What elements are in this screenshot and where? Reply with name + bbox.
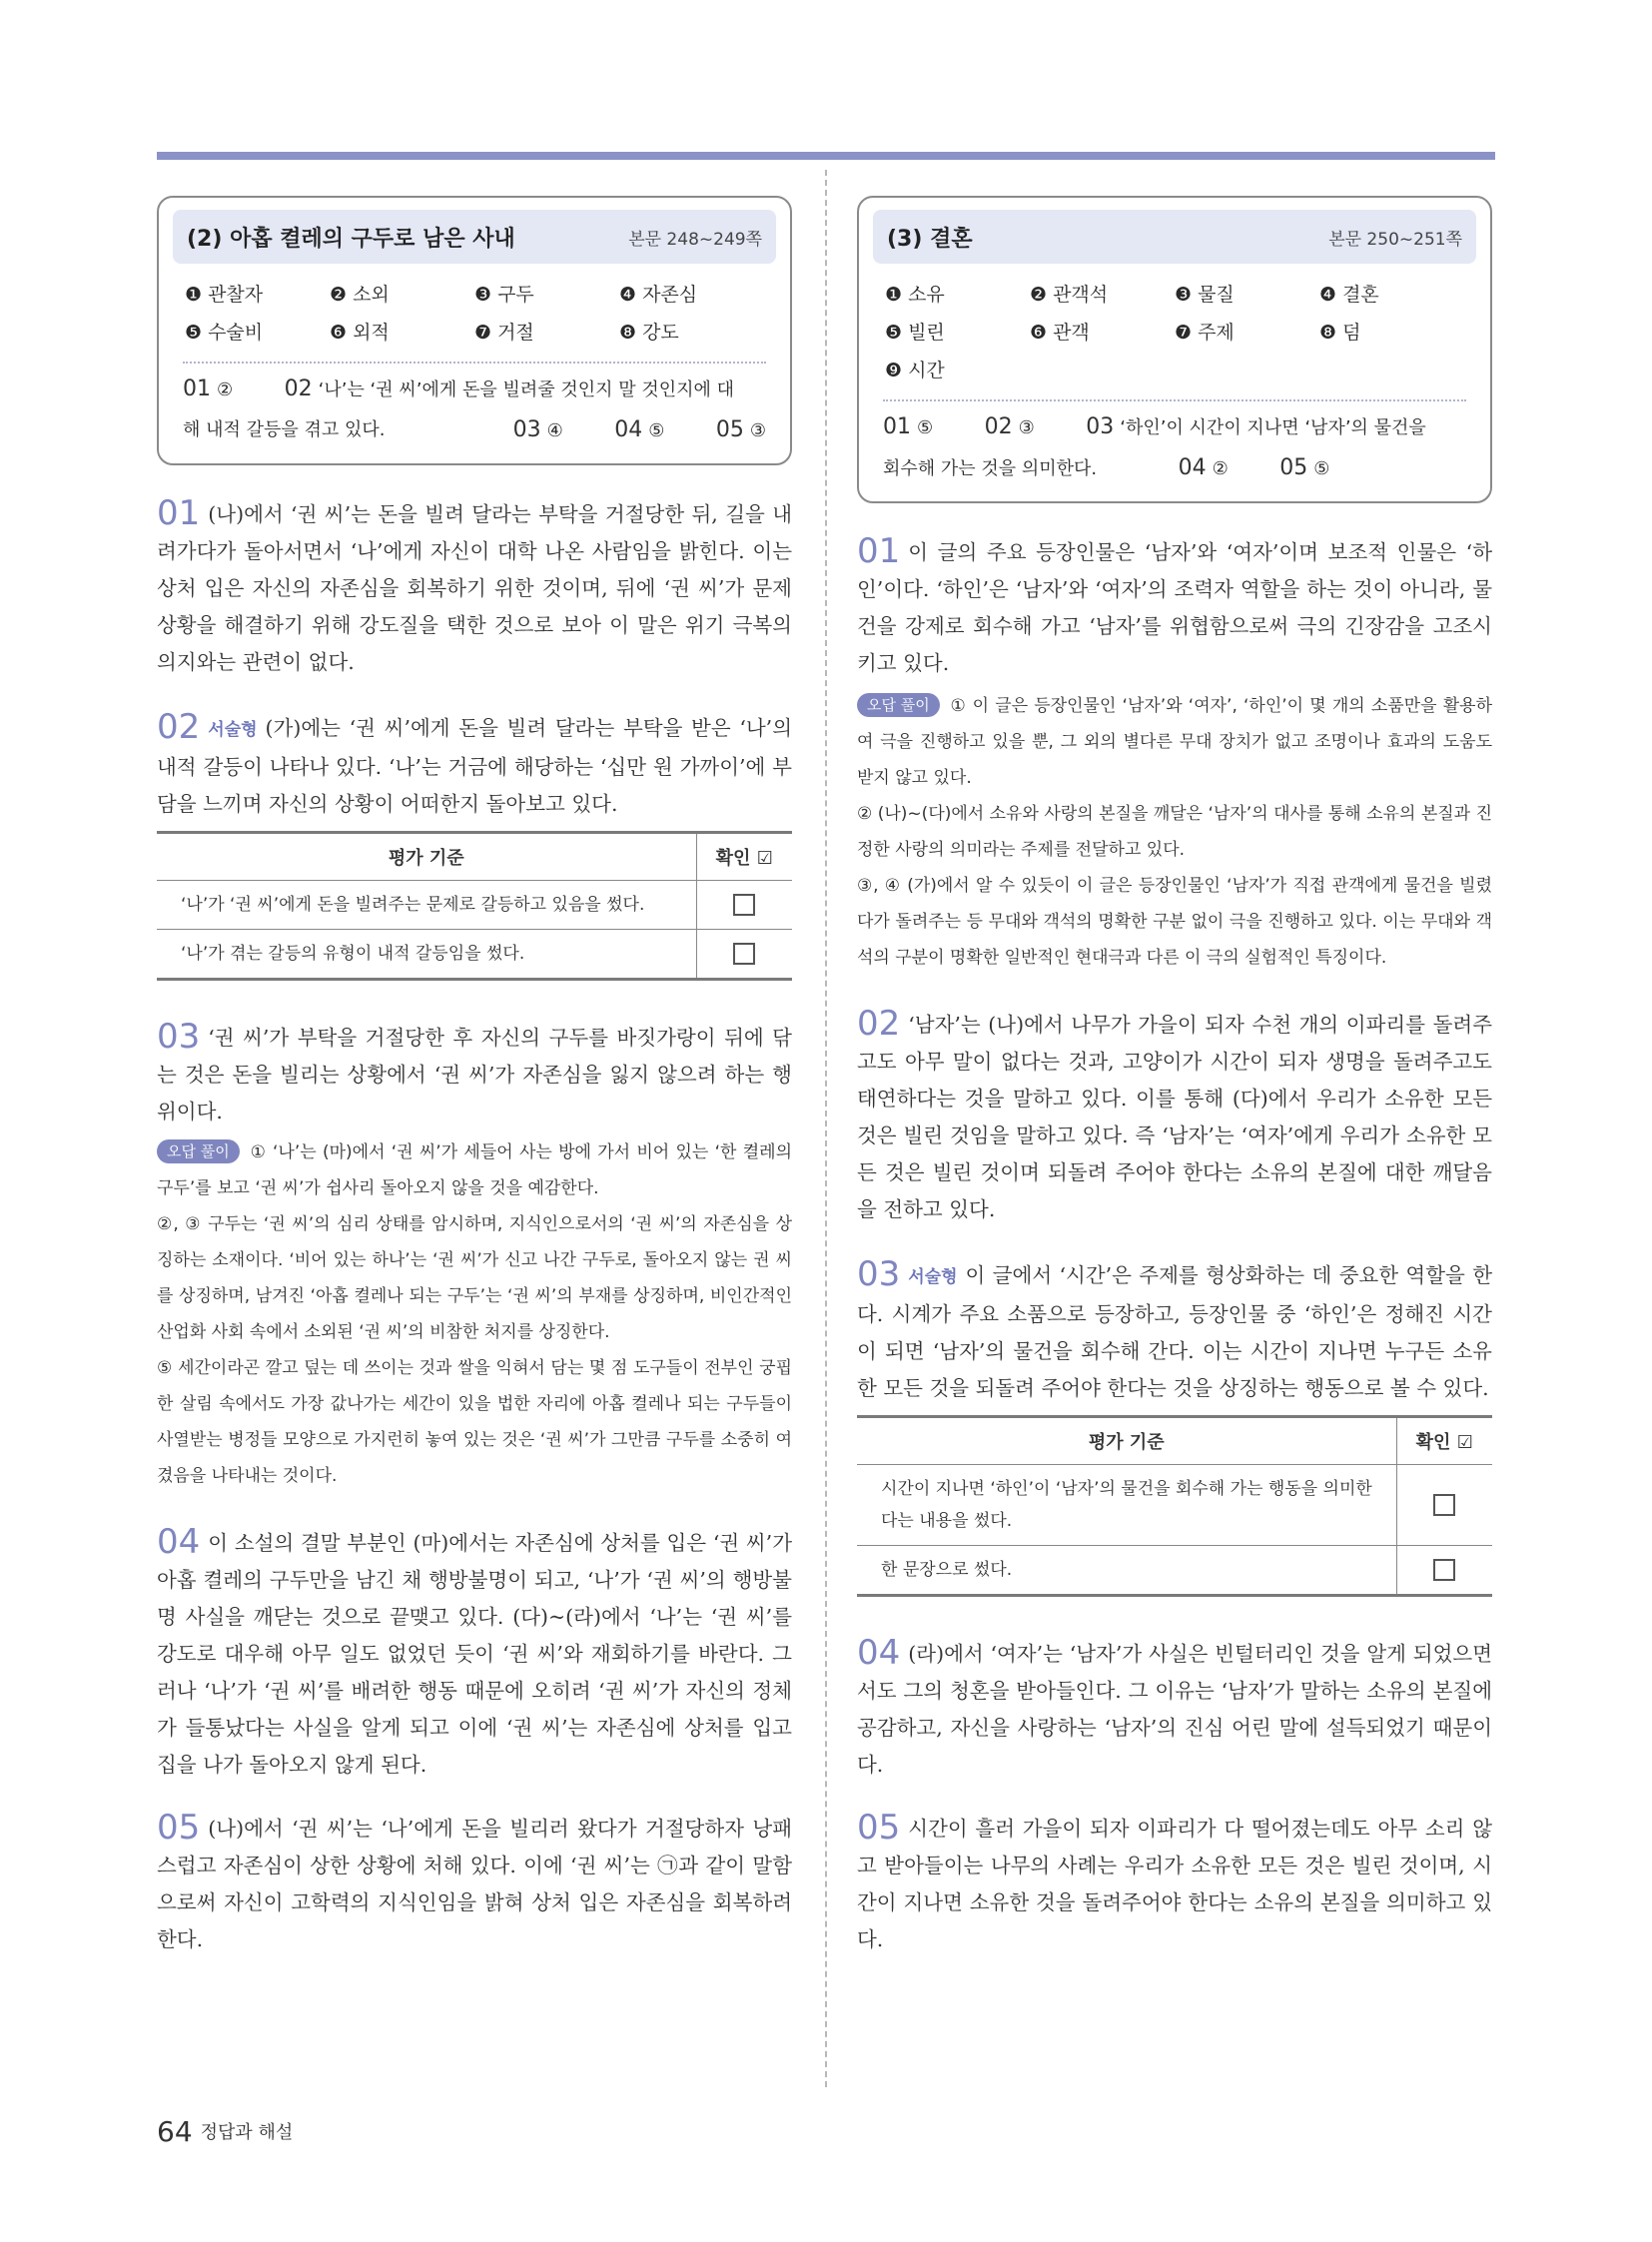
answer-number: 02 — [284, 376, 313, 401]
section-title: (2) 아홉 켤레의 구두로 남은 사내 — [187, 226, 515, 252]
table-row — [157, 881, 792, 930]
answer-number: 01 — [883, 414, 911, 439]
page-reference: 본문 248~249쪽 — [628, 229, 762, 250]
keyword-item: ❶ 소유 — [885, 284, 945, 306]
question-text: 이 글에서 ‘시간’은 주제를 형상화하는 데 중요한 역할을 한다. 시계가 주요 소품으로 등장하고, 등장인물 중 ‘하인’은 정해진 시간이 되면 ‘남자’의 물건을 회수해 간다. 이는 시간이 지나면 누구든 소유한 모든 것을 되돌려 주어야 한다는 것을 상징하는 행동으로 볼 수 있다. — [857, 1263, 1492, 1400]
question-02 — [857, 1006, 1492, 1228]
answer-value: ④ — [546, 420, 563, 441]
question-text: (나)에서 ‘권 씨’는 돈을 빌려 달라는 부탁을 거절당한 뒤, 길을 내려가다가 돌아서면서 ‘나’에게 자신이 대학 나온 사람임을 밝힌다. 이는 상처 입은 자신의 자존심을 회복하기 위한 것이며, 뒤에 ‘권 씨’가 문제 상황을 해결하기 위해 강도질을 택한 것으로 보아 이 말은 위기 극복의 의지와는 관련이 없다. — [157, 502, 792, 674]
answer-value: ⑤ — [1313, 458, 1330, 479]
question-number: 05 — [857, 1808, 901, 1848]
rubric-criterion: 시간이 지나면 ‘하인’이 ‘남자’의 물건을 회수해 가는 행동을 의미한다는 내용을 썼다. — [857, 1465, 1396, 1546]
answer-value: ② — [217, 379, 234, 400]
keyword-item: ❻ 관객 — [1030, 322, 1090, 344]
question-number: 04 — [857, 1633, 901, 1673]
footer-title: 정답과 해설 — [200, 2122, 294, 2143]
keyword-item: ❸ 물질 — [1175, 284, 1235, 306]
answer-value: ⑤ — [917, 417, 934, 438]
keyword-item: ❶ 관찰자 — [185, 284, 264, 306]
wrong-answer-explanation — [857, 688, 1492, 796]
question-text: (가)에는 ‘권 씨’에게 돈을 빌려 달라는 부탁을 받은 ‘나’의 내적 갈등이 나타나 있다. ‘나’는 거금에 해당하는 ‘십만 원 가까이’에 부담을 느끼며 자신의 상황이 어떠한지 돌아보고 있다. — [157, 716, 792, 816]
table-row — [157, 930, 792, 980]
top-rule — [157, 152, 1495, 160]
question-04 — [857, 1635, 1492, 1784]
descriptive-tag: 서술형 — [908, 1267, 958, 1287]
section-title: (3) 결혼 — [887, 226, 973, 252]
keyword-item: ❾ 시간 — [885, 360, 945, 381]
explanation-text: ② (나)~(다)에서 소유와 사랑의 본질을 깨달은 ‘남자’의 대사를 통해 소유의 본질과 진정한 사랑의 의미라는 주제를 전달하고 있다. — [857, 804, 1492, 860]
question-number: 01 — [157, 493, 201, 533]
rubric-header-check: 확인 ☑ — [696, 833, 792, 881]
keyword-item: ❺ 빌린 — [885, 322, 945, 344]
answer-value: 회수해 가는 것을 의미한다. — [883, 458, 1098, 479]
question-05 — [157, 1810, 792, 1958]
question-text: ‘권 씨’가 부탁을 거절당한 후 자신의 구두를 바짓가랑이 뒤에 닦는 것은 돈을 빌리는 상황에서 ‘권 씨’가 자존심을 잃지 않으려 하는 행위이다. — [157, 1026, 792, 1123]
wrong-answer-explanation — [157, 1134, 792, 1206]
answer-summary — [873, 407, 1476, 489]
answer-number: 03 — [512, 417, 541, 442]
checkbox[interactable] — [733, 943, 755, 965]
column-divider — [825, 170, 827, 2087]
left-column — [157, 196, 792, 1958]
keyword-item: ❹ 결혼 — [1319, 284, 1379, 306]
rubric-table — [857, 1415, 1492, 1597]
answer-box-3 — [857, 196, 1492, 503]
question-text: 이 글의 주요 등장인물은 ‘남자’와 ‘여자’이며 보조적 인물은 ‘하인’이다. ‘하인’은 ‘남자’와 ‘여자’의 조력자 역할을 하는 것이 아니라, 물건을 강제로 회수해 가고 ‘남자’를 위협함으로써 극의 긴장감을 고조시키고 있다. — [857, 540, 1492, 675]
keyword-item: ❺ 수술비 — [185, 322, 264, 344]
page-reference: 본문 250~251쪽 — [1328, 229, 1462, 250]
keyword-item: ❼ 거절 — [474, 322, 534, 344]
explanation-text: ②, ③ 구두는 ‘권 씨’의 심리 상태를 암시하며, 지식인으로서의 ‘권 씨’의 자존심을 상징하는 소재이다. ‘비어 있는 하나’는 ‘권 씨’가 신고 나간 구두로, 돌아오지 않는 권 씨를 상징하며, 남겨진 ‘아홉 켤레나 되는 구두’는 ‘권 씨’의 부재를 상징하며, 비인간적인 산업화 사회 속에서 소외된 ‘권 씨’의 비참한 처지를 상징한다. — [157, 1214, 792, 1342]
keyword-item: ❽ 덤 — [1319, 322, 1361, 344]
right-column — [857, 196, 1492, 1958]
question-text: 이 소설의 결말 부분인 (마)에서는 자존심에 상처를 입은 ‘권 씨’가 아홉 켤레의 구두만을 남긴 채 행방불명이 되고, ‘나’가 ‘권 씨’의 행방불명 사실을 깨닫는 것으로 끝맺고 있다. (다)~(라)에서 ‘나’는 ‘권 씨’를 강도로 대우해 아무 일도 없었던 듯이 ‘권 씨’와 재회하기를 바란다. 그러나 ‘나’가 ‘권 씨’를 배려한 행동 때문에 오히려 ‘권 씨’가 자신의 정체가 들통났다는 사실을 알게 되고 이에 ‘권 씨’는 자존심에 상처를 입고 집을 나가 돌아오지 않게 된다. — [157, 1531, 792, 1777]
wrong-answer-badge: 오답 풀이 — [857, 693, 940, 717]
answer-value: ⑤ — [648, 420, 665, 441]
rubric-criterion: ‘나’가 겪는 갈등의 유형이 내적 갈등임을 썼다. — [157, 930, 696, 980]
keyword-item: ❼ 주제 — [1175, 322, 1235, 344]
question-05 — [857, 1810, 1492, 1958]
keyword-item: ❻ 외적 — [330, 322, 390, 344]
checkbox[interactable] — [1433, 1559, 1455, 1581]
keyword-grid — [873, 264, 1476, 395]
descriptive-tag: 서술형 — [208, 720, 258, 740]
dotted-separator — [183, 362, 766, 364]
checkbox[interactable] — [1433, 1494, 1455, 1516]
answer-value: 해 내적 갈등을 겪고 있다. — [183, 419, 386, 440]
explanation-text: ① ‘나’는 (마)에서 ‘권 씨’가 세들어 사는 방에 가서 비어 있는 ‘한 켤레의 구두’를 보고 ‘권 씨’가 쉽사리 돌아오지 않을 것을 예감한다. — [157, 1142, 792, 1198]
question-02 — [157, 709, 792, 823]
answer-number: 05 — [1279, 455, 1308, 480]
question-text: (나)에서 ‘권 씨’는 ‘나’에게 돈을 빌리러 왔다가 거절당하자 낭패스럽고 자존심이 상한 상황에 처해 있다. 이에 ‘권 씨’는 ㉠과 같이 말함으로써 자신이 고학력의 지식인임을 밝혀 상처 입은 자존심을 회복하려 한다. — [157, 1817, 792, 1951]
wrong-answer-badge: 오답 풀이 — [157, 1139, 240, 1163]
question-number: 02 — [857, 1004, 901, 1044]
answer-box-header — [173, 210, 776, 264]
checkbox[interactable] — [733, 894, 755, 916]
keyword-grid — [173, 264, 776, 358]
page-footer — [157, 2115, 293, 2148]
dotted-separator — [883, 399, 1466, 401]
question-number: 03 — [857, 1254, 901, 1294]
keyword-item: ❽ 강도 — [619, 322, 679, 344]
question-number: 02 — [157, 707, 201, 747]
question-number: 04 — [157, 1522, 201, 1562]
answer-number: 04 — [1178, 455, 1207, 480]
answer-number: 03 — [1086, 414, 1115, 439]
question-text: 시간이 흘러 가을이 되자 이파리가 다 떨어졌는데도 아무 소리 않고 받아들이는 나무의 사례는 우리가 소유한 모든 것은 빌린 것이며, 시간이 지나면 소유한 것을 돌려주어야 한다는 소유의 본질을 의미하고 있다. — [857, 1817, 1492, 1951]
page-number: 64 — [157, 2115, 193, 2148]
answer-value: ② — [1212, 458, 1229, 479]
question-number: 03 — [157, 1017, 201, 1057]
table-row — [857, 1465, 1492, 1546]
rubric-header-criteria: 평가 기준 — [157, 833, 696, 881]
answer-value: ‘나’는 ‘권 씨’에게 돈을 빌려줄 것인지 말 것인지에 대 — [318, 379, 735, 400]
rubric-header-check: 확인 ☑ — [1396, 1417, 1492, 1465]
table-row — [857, 1546, 1492, 1596]
keyword-item: ❷ 관객석 — [1030, 284, 1109, 306]
question-03 — [857, 1256, 1492, 1407]
explanation-text: ③, ④ (가)에서 알 수 있듯이 이 글은 등장인물인 ‘남자’가 직접 관객에게 물건을 빌렸다가 돌려주는 등 무대와 객석의 명확한 구분 없이 극을 진행하고 있다. 이는 무대와 객석의 구분이 명확한 일반적인 현대극과 다른 이 극의 실험적인 특징이다. — [857, 876, 1492, 968]
rubric-criterion: ‘나’가 ‘권 씨’에게 돈을 빌려주는 문제로 갈등하고 있음을 썼다. — [157, 881, 696, 930]
keyword-item: ❷ 소외 — [330, 284, 390, 306]
answer-box-2 — [157, 196, 792, 465]
answer-number: 02 — [984, 414, 1013, 439]
rubric-criterion: 한 문장으로 썼다. — [857, 1546, 1396, 1596]
question-number: 05 — [157, 1808, 201, 1848]
answer-summary — [173, 370, 776, 451]
rubric-header-criteria: 평가 기준 — [857, 1417, 1396, 1465]
question-text: (라)에서 ‘여자’는 ‘남자’가 사실은 빈털터리인 것을 알게 되었으면서도 그의 청혼을 받아들인다. 그 이유는 ‘남자’가 말하는 소유의 본질에 공감하고, 자신을 사랑하는 ‘남자’의 진심 어린 말에 설득되었기 때문이다. — [857, 1642, 1492, 1777]
explanation-text: ⑤ 세간이라곤 깔고 덮는 데 쓰이는 것과 쌀을 익혀서 담는 몇 점 도구들이 전부인 궁핍한 살림 속에서도 가장 값나가는 세간이 있을 법한 자리에 아홉 켤레나 되는 구두들이 사열받는 병정들 모양으로 가지런히 놓여 있는 것은 ‘권 씨’가 그만큼 구두를 소중히 여겼음을 나타내는 것이다. — [157, 1358, 792, 1486]
answer-number: 04 — [614, 417, 643, 442]
question-01 — [157, 495, 792, 681]
question-text: ‘남자’는 (나)에서 나무가 가을이 되자 수천 개의 이파리를 돌려주고도 아무 말이 없다는 것과, 고양이가 시간이 되자 생명을 돌려주고도 태연하다는 것을 말하고 있다. 이를 통해 (다)에서 우리가 소유한 모든 것은 빌린 것임을 말하고 있다. 즉 ‘남자’는 ‘여자’에게 우리가 소유한 모든 것은 빌린 것이며 되돌려 주어야 한다는 소유의 본질에 대한 깨달음을 전하고 있다. — [857, 1013, 1492, 1221]
answer-number: 05 — [715, 417, 744, 442]
answer-number: 01 — [183, 376, 211, 401]
explanation-text: ① 이 글은 등장인물인 ‘남자’와 ‘여자’, ‘하인’이 몇 개의 소품만을 활용하여 극을 진행하고 있을 뿐, 그 외의 별다른 무대 장치가 없고 조명이나 효과의 도움도 받지 않고 있다. — [857, 696, 1493, 788]
question-04 — [157, 1524, 792, 1784]
question-01 — [857, 533, 1492, 682]
keyword-item: ❹ 자존심 — [619, 284, 698, 306]
answer-value: ③ — [1018, 417, 1035, 438]
question-03 — [157, 1019, 792, 1130]
answer-value: ③ — [749, 420, 766, 441]
answer-box-header — [873, 210, 1476, 264]
rubric-table — [157, 831, 792, 981]
question-number: 01 — [857, 531, 901, 571]
answer-value: ‘하인’이 시간이 지나면 ‘남자’의 물건을 — [1120, 417, 1426, 438]
keyword-item: ❸ 구두 — [474, 284, 534, 306]
